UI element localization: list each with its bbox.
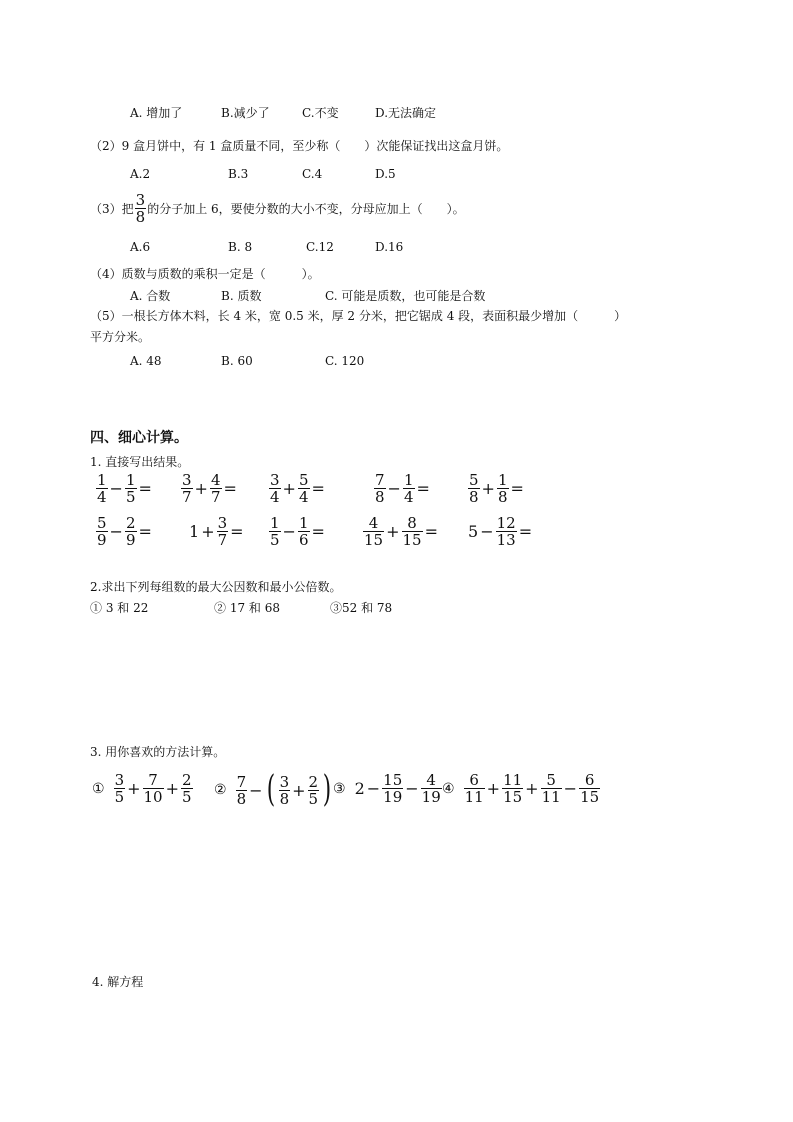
fraction: $\frac{3}{4}$ [270,471,280,506]
fraction: $\frac{7}{8}$ [375,471,385,506]
question-5-cont: 平方分米。 [90,330,151,344]
option-d: D.16 [375,240,404,254]
calc-expression-4: ④ $\frac{6}{11}$ + $\frac{11}{15}$ + $\frac{5}{11}$ − $\frac{6}{15}$ [442,771,600,806]
option-a: A. 48 [130,354,162,368]
q3-prefix: （3）把 [90,202,134,216]
fraction: $\frac{1}{5}$ [125,471,136,506]
fraction: $\frac{1}{5}$ [270,514,280,549]
question-2: （2）9 盒月饼中，有 1 盒质量不同，至少称（ ）次能保证找出这盒月饼。 [90,139,509,153]
fraction: $\frac{4}{15}$ [364,514,384,549]
gcd-lcm-item-2: ② 17 和 68 [214,601,280,615]
fraction: $\frac{6}{11}$ [464,771,484,806]
fraction: $\frac{2}{5}$ [308,772,319,808]
expression: $\frac{5}{9}$ − $\frac{2}{9}$ = [97,514,152,549]
fraction: $\frac{3}{8}$ [135,191,146,226]
calc-expression-3: ③ 2 − $\frac{15}{19}$ − $\frac{4}{19}$ [333,771,441,806]
fraction: $\frac{1}{8}$ [497,471,508,506]
fraction: $\frac{7}{10}$ [143,771,163,806]
fraction: $\frac{7}{8}$ [236,772,247,808]
calc-expression-2: ② $\frac{7}{8}$ − ( $\frac{3}{8}$ + $\frac{2}{5}$ ) [214,769,332,810]
expression: $\frac{7}{8}$ − $\frac{1}{4}$ = [375,471,430,506]
option-a: A.6 [130,240,151,254]
option-b: B. 质数 [221,289,262,303]
fraction: $\frac{2}{5}$ [182,771,192,806]
fraction: $\frac{1}{4}$ [97,471,107,506]
fraction: $\frac{5}{8}$ [469,471,479,506]
fraction: $\frac{1}{6}$ [298,514,309,549]
expression: 5 − $\frac{12}{13}$ = [468,514,533,549]
option-a: A. 合数 [130,289,171,303]
fraction: $\frac{4}{19}$ [421,771,441,806]
fraction: $\frac{6}{15}$ [580,771,600,806]
section-heading: 四、细心计算。 [90,430,188,446]
option-b: B.减少了 [221,106,270,120]
fraction: $\frac{5}{4}$ [298,471,309,506]
expression: $\frac{1}{4}$ − $\frac{1}{5}$ = [97,471,152,506]
option-c: C. 可能是质数，也可能是合数 [325,289,486,303]
option-d: D.5 [375,167,396,181]
expression: $\frac{3}{4}$ + $\frac{5}{4}$ = [270,471,325,506]
option-c: C. 120 [325,354,365,368]
option-a: A.2 [130,167,151,181]
option-b: B. 8 [228,240,253,254]
expression: $\frac{4}{15}$ + $\frac{8}{15}$ = [364,514,438,549]
gcd-lcm-item-3: ③52 和 78 [330,601,393,615]
calc-expression-1: ① $\frac{3}{5}$ + $\frac{7}{10}$ + $\frac{2}{5}$ [92,771,192,806]
fraction: $\frac{8}{15}$ [402,514,422,549]
gcd-lcm-item-1: ① 3 和 22 [90,601,149,615]
fraction: $\frac{3}{8}$ [279,772,290,808]
option-d: D.无法确定 [375,106,437,120]
expression: $\frac{3}{7}$ + $\frac{4}{7}$ = [182,471,237,506]
expression: 1 + $\frac{3}{7}$ = [189,514,244,549]
option-b: B.3 [228,167,249,181]
fraction: $\frac{15}{19}$ [383,771,403,806]
fraction: $\frac{3}{5}$ [114,771,125,806]
fraction: $\frac{4}{7}$ [210,471,221,506]
option-c: C.12 [306,240,334,254]
part2-title: 2.求出下列每组数的最大公因数和最小公倍数。 [90,580,342,594]
question-3 [90,192,465,225]
fraction: $\frac{2}{9}$ [125,514,136,549]
part1-title: 1. 直接写出结果。 [90,455,190,469]
option-a: A. 增加了 [130,106,183,120]
fraction: $\frac{3}{7}$ [182,471,192,506]
question-4: （4）质数与质数的乘积一定是（ ）。 [90,267,320,281]
fraction: $\frac{3}{7}$ [217,514,228,549]
fraction: $\frac{12}{13}$ [496,514,516,549]
part4-title: 4. 解方程 [92,975,144,989]
part3-title: 3. 用你喜欢的方法计算。 [90,745,226,759]
expression: $\frac{5}{8}$ + $\frac{1}{8}$ = [469,471,524,506]
expression: $\frac{1}{5}$ − $\frac{1}{6}$ = [270,514,325,549]
option-c: C.4 [302,167,323,181]
fraction: $\frac{1}{4}$ [403,471,414,506]
fraction: $\frac{5}{11}$ [541,771,561,806]
fraction: $\frac{11}{15}$ [503,771,523,806]
fraction: $\frac{5}{9}$ [97,514,107,549]
option-c: C.不变 [302,106,339,120]
option-b: B. 60 [221,354,253,368]
q3-suffix: 的分子加上 6，要使分数的大小不变，分母应加上（ ）。 [147,202,465,216]
question-5: （5）一根长方体木料，长 4 米，宽 0.5 米，厚 2 分米，把它锯成 4 段，表面积最少增加（ ） [90,309,627,323]
